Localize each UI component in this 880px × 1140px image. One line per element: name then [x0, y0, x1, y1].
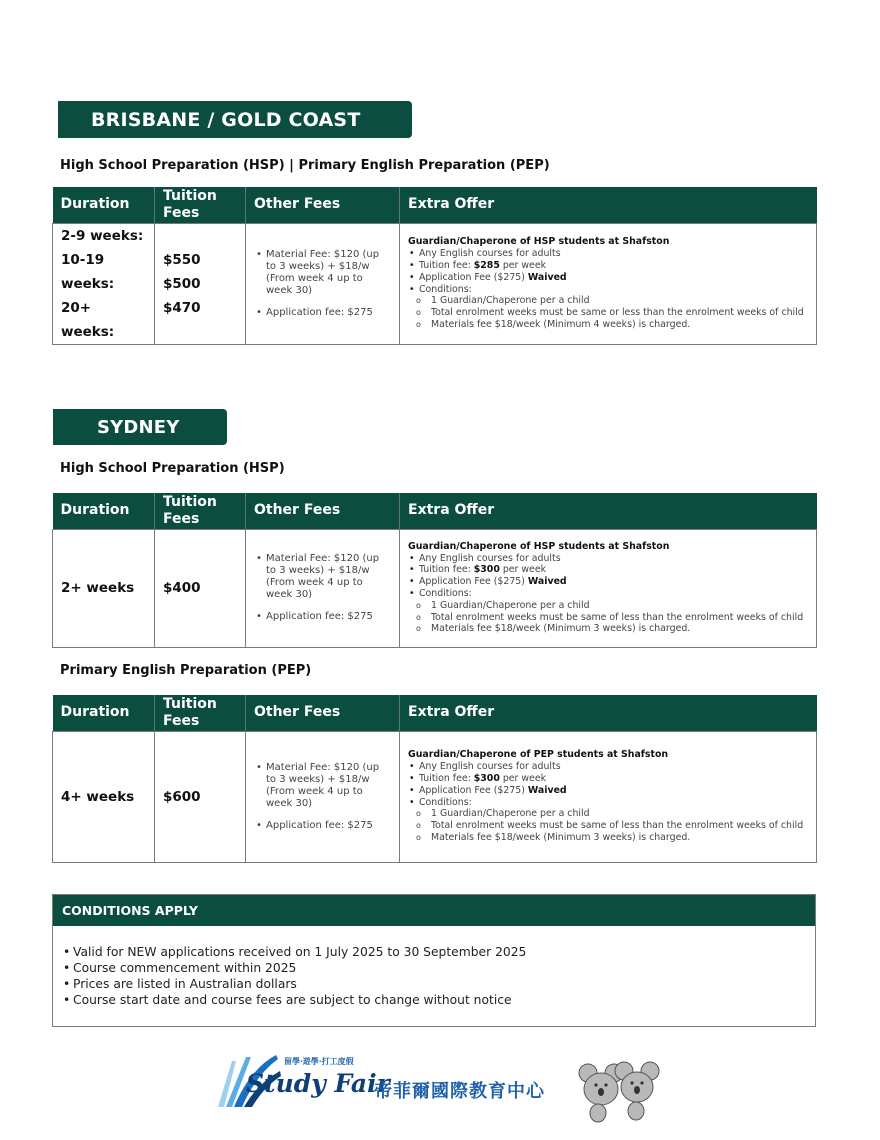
subheading-sydney-pep: Primary English Preparation (PEP): [60, 663, 312, 678]
condition-item: o Materials fee $18/week (Minimum 3 weeks) is charged.: [408, 623, 808, 635]
label: Application Fee ($275): [419, 271, 528, 283]
tuition-value: $600: [163, 788, 201, 805]
label: Tuition fee:: [419, 772, 474, 784]
extra-item-tuition: [408, 564, 808, 576]
tuition-amount: $285: [473, 259, 500, 271]
subheading-brisbane: High School Preparation (HSP) | Primary English Preparation (PEP): [60, 158, 550, 173]
header-tuition: Tuition Fees: [155, 493, 246, 529]
duration-value: 4+ weeks: [61, 788, 135, 805]
tuition-amount: $300: [473, 564, 500, 576]
label: Tuition fee:: [419, 564, 474, 576]
fee-table-sydney-pep: [52, 695, 817, 863]
condition-item: o Total enrolment weeks must be same of less than the enrolment weeks of child: [408, 612, 808, 624]
extra-offer-title: Guardian/Chaperone of PEP students at Shafston: [408, 749, 669, 761]
extra-item-application: [408, 272, 808, 284]
waived-label: Waived: [527, 576, 567, 588]
table-row: [53, 731, 817, 862]
extra-item: • Any English courses for adults: [408, 761, 808, 773]
table-header-row: [53, 493, 817, 529]
extra-item-conditions: • Conditions:: [408, 797, 808, 809]
header-duration: Duration: [53, 493, 155, 529]
condition-item: o 1 Guardian/Chaperone per a child: [408, 295, 808, 307]
condition-item: o Materials fee $18/week (Minimum 4 weeks) is charged.: [408, 319, 808, 331]
header-extra-offer: Extra Offer: [400, 187, 817, 223]
extra-item-tuition: [408, 773, 808, 785]
label: per week: [499, 564, 547, 576]
condition-item: • Prices are listed in Australian dollars: [63, 976, 815, 992]
tuition-cell: [155, 731, 246, 862]
extra-item-tuition: [408, 260, 808, 272]
other-fees-cell: [246, 529, 400, 647]
condition-item: o 1 Guardian/Chaperone per a child: [408, 600, 808, 612]
duration-value: 10-19 weeks:: [61, 251, 115, 292]
header-extra-offer: Extra Offer: [400, 695, 817, 731]
waived-label: Waived: [527, 271, 567, 283]
subheading-sydney-hsp: High School Preparation (HSP): [60, 461, 285, 476]
header-duration: Duration: [53, 187, 155, 223]
fee-table-sydney-hsp: [52, 493, 817, 648]
fee-table-brisbane: [52, 187, 817, 345]
condition-item: • Course commencement within 2025: [63, 960, 815, 976]
tuition-amount: $300: [473, 772, 500, 784]
tuition-cell: [155, 223, 246, 344]
condition-item: o Total enrolment weeks must be same or less than the enrolment weeks of child: [408, 307, 808, 319]
header-other-fees: Other Fees: [246, 187, 400, 223]
table-row: [53, 529, 817, 647]
header-other-fees: Other Fees: [246, 493, 400, 529]
other-fee-item: • Application fee: $275: [254, 307, 391, 319]
extra-item-application: [408, 576, 808, 588]
table-row: [53, 223, 817, 344]
other-fee-item: • Material Fee: $120 (up to 3 weeks) + $18/w (From week 4 up to week 30): [254, 249, 391, 297]
duration-cell: [53, 529, 155, 647]
waived-label: Waived: [527, 784, 567, 796]
tuition-value: $550: [163, 251, 201, 268]
label: per week: [499, 772, 547, 784]
header-duration: Duration: [53, 695, 155, 731]
duration-value: 2+ weeks: [61, 580, 135, 596]
header-tuition: Tuition Fees: [155, 187, 246, 223]
conditions-box: [52, 894, 816, 1027]
duration-value: 2-9 weeks:: [61, 227, 144, 244]
condition-item: • Valid for NEW applications received on 1 July 2025 to 30 September 2025: [63, 944, 815, 960]
section-banner-brisbane: [58, 101, 412, 138]
header-extra-offer: Extra Offer: [400, 493, 817, 529]
tuition-cell: [155, 529, 246, 647]
other-fees-cell: [246, 223, 400, 344]
other-fees-cell: [246, 731, 400, 862]
duration-cell: [53, 731, 155, 862]
tuition-value: $400: [163, 580, 201, 596]
extra-offer-title: Guardian/Chaperone of HSP students at Shafston: [408, 236, 670, 248]
section-banner-sydney: [53, 409, 227, 445]
label: per week: [499, 259, 547, 271]
label: Tuition fee:: [419, 259, 474, 271]
duration-cell: [53, 223, 155, 344]
logo-brand-chinese: 帝菲爾國際教育中心: [374, 1081, 545, 1102]
extra-offer-cell: [400, 731, 817, 862]
extra-item: • Any English courses for adults: [408, 248, 808, 260]
banner-title: BRISBANE / GOLD COAST: [91, 108, 361, 131]
extra-item-conditions: • Conditions:: [408, 588, 808, 600]
other-fee-item: • Material Fee: $120 (up to 3 weeks) + $18/w (From week 4 up to week 30): [254, 553, 391, 601]
table-header-row: [53, 695, 817, 731]
condition-item: • Course start date and course fees are subject to change without notice: [63, 992, 815, 1008]
header-other-fees: Other Fees: [246, 695, 400, 731]
logo-slogan: 留學·遊學·打工度假: [284, 1056, 354, 1066]
study-fair-logo: [214, 1047, 664, 1127]
banner-title: SYDNEY: [97, 416, 180, 438]
conditions-title: CONDITIONS APPLY: [53, 895, 815, 926]
koala-icon: [578, 1061, 660, 1123]
extra-item-application: [408, 785, 808, 797]
logo-brand: Study Fair: [246, 1069, 390, 1098]
other-fee-item: • Material Fee: $120 (up to 3 weeks) + $18/w (From week 4 up to week 30): [254, 762, 391, 810]
header-tuition: Tuition Fees: [155, 695, 246, 731]
table-header-row: [53, 187, 817, 223]
tuition-value: $500: [163, 275, 201, 292]
condition-item: o Materials fee $18/week (Minimum 3 weeks) is charged.: [408, 832, 808, 844]
condition-item: o Total enrolment weeks must be same of less than the enrolment weeks of child: [408, 820, 808, 832]
other-fee-item: • Application fee: $275: [254, 820, 391, 832]
tuition-value: $470: [163, 299, 201, 316]
extra-offer-cell: [400, 223, 817, 344]
label: Application Fee ($275): [419, 784, 528, 796]
condition-item: o 1 Guardian/Chaperone per a child: [408, 808, 808, 820]
other-fee-item: • Application fee: $275: [254, 611, 391, 623]
label: Application Fee ($275): [419, 576, 528, 588]
extra-offer-title: Guardian/Chaperone of HSP students at Shafston: [408, 540, 670, 552]
duration-value: 20+ weeks:: [61, 299, 115, 340]
extra-item: • Any English courses for adults: [408, 553, 808, 565]
extra-offer-cell: [400, 529, 817, 647]
extra-item-conditions: • Conditions:: [408, 284, 808, 296]
